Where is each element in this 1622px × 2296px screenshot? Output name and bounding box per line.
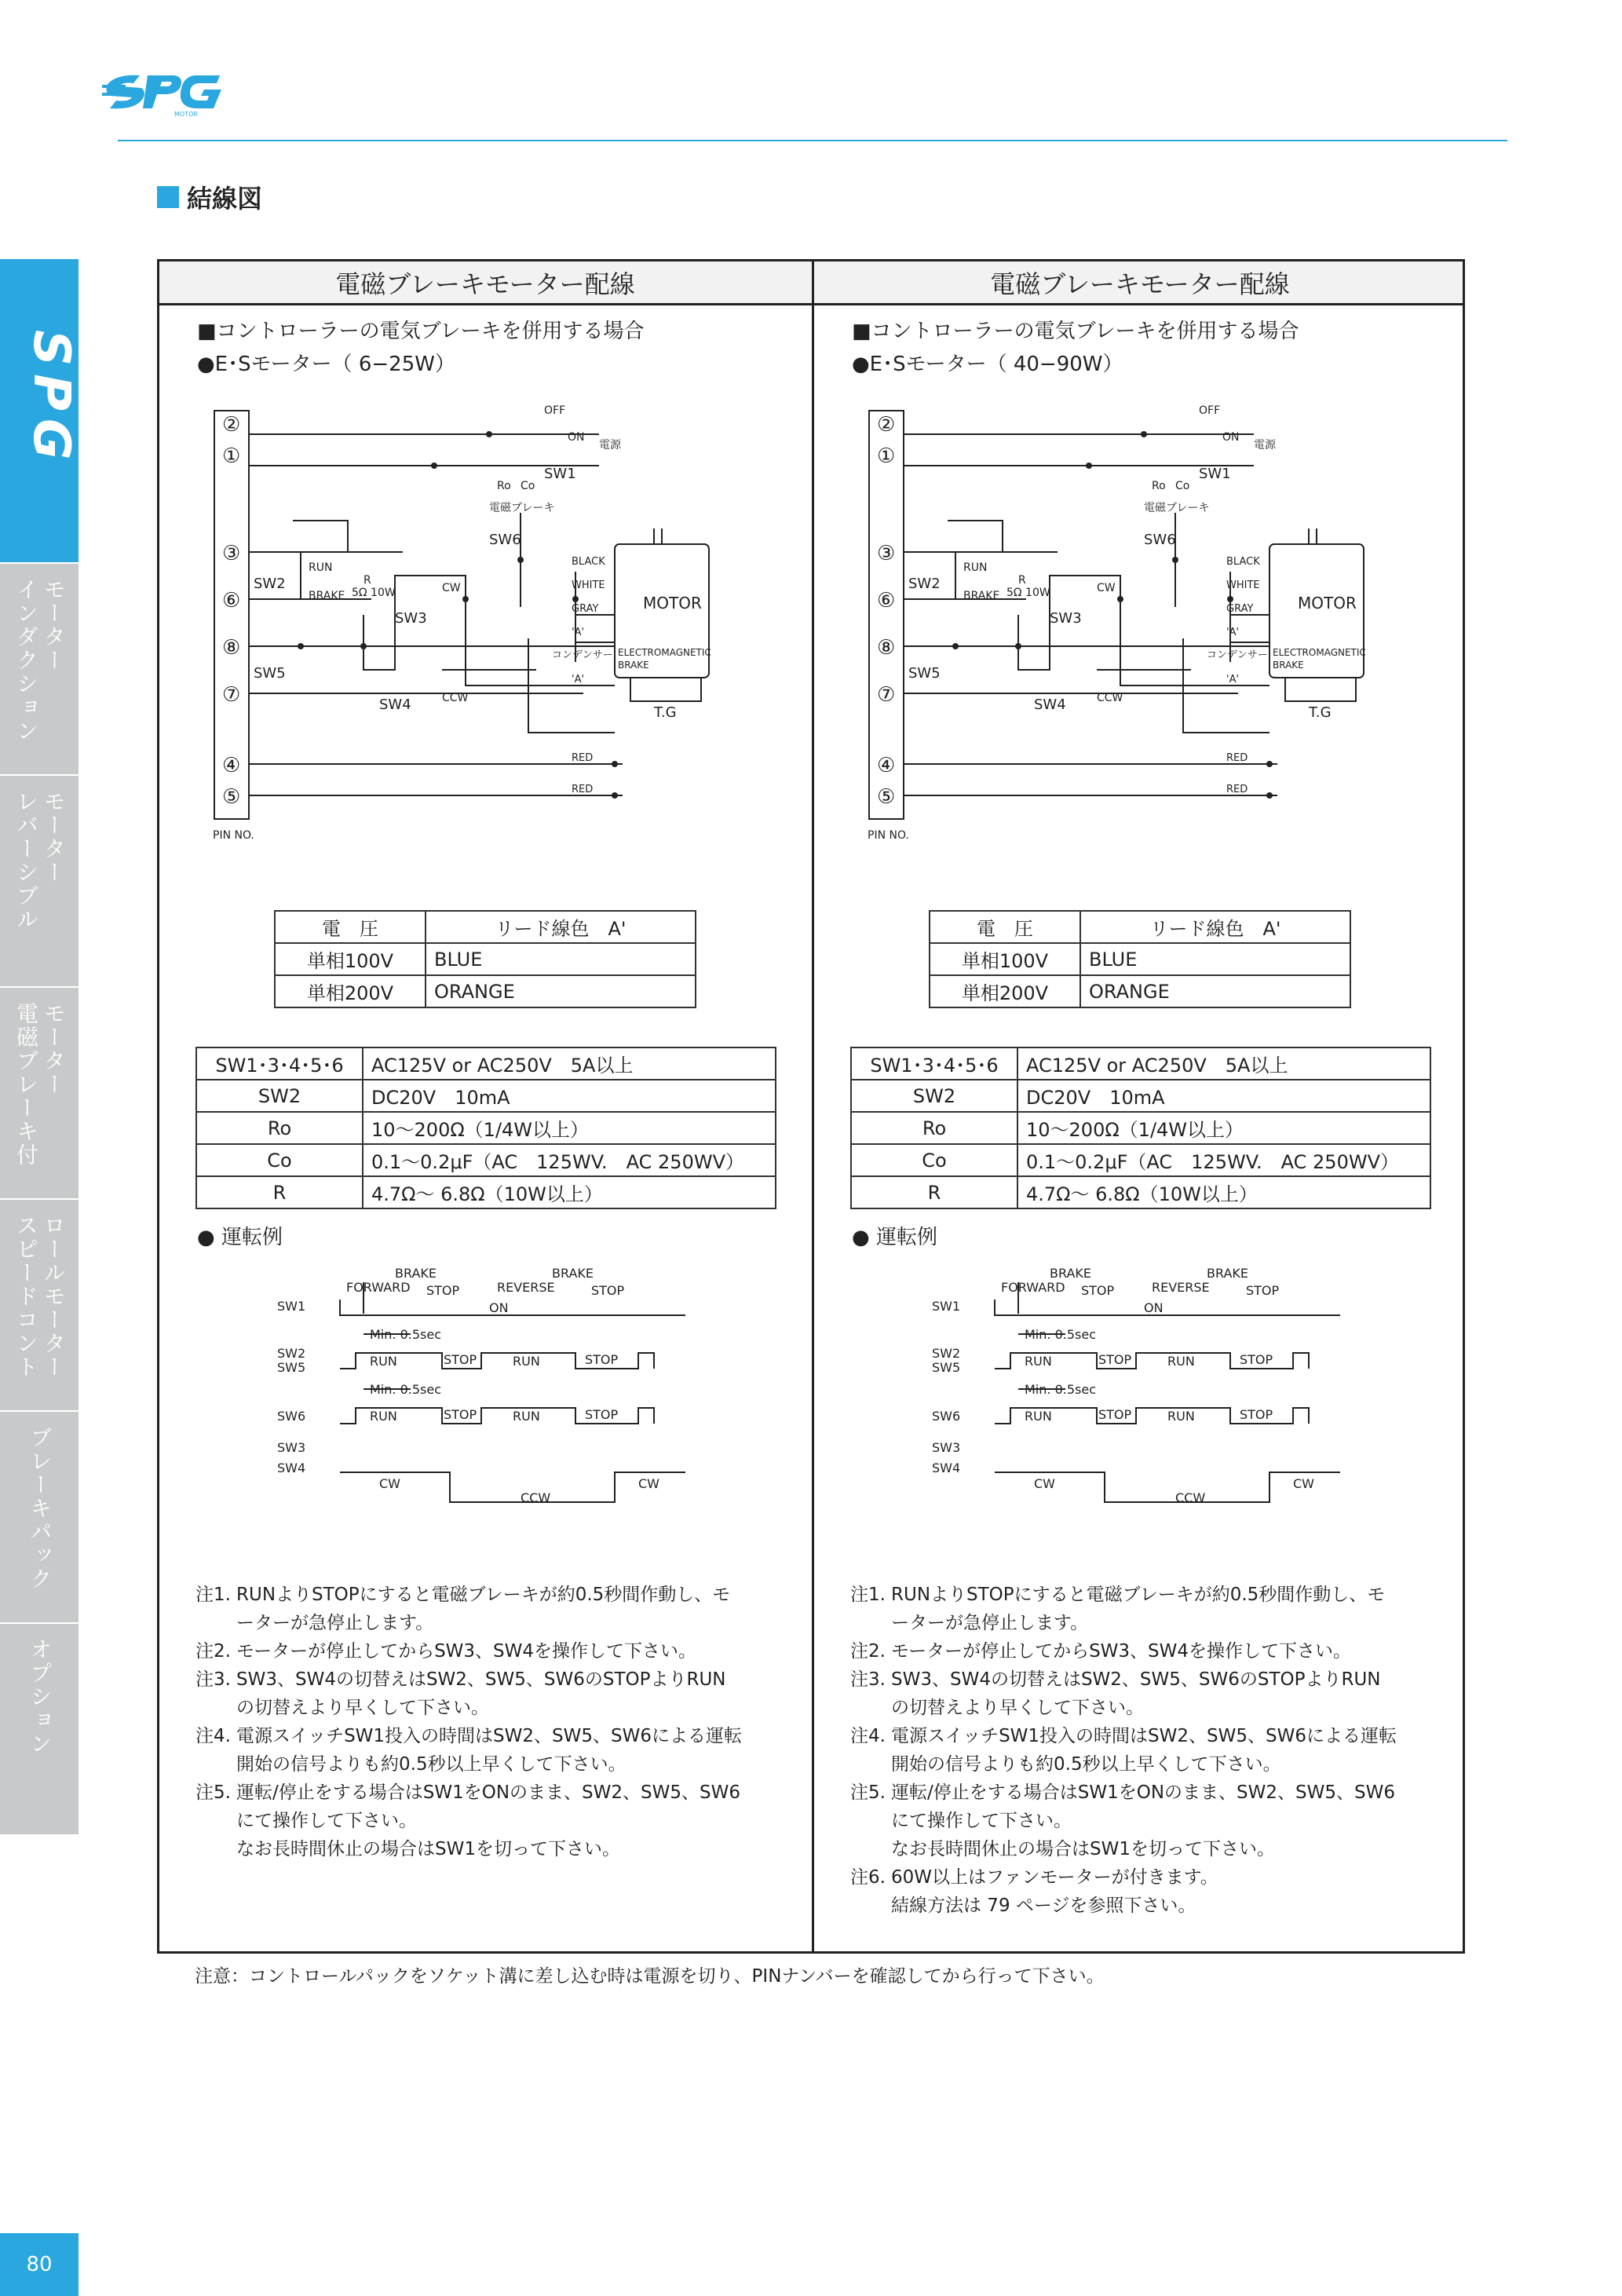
timing-sw6-label: SW6 [277, 1409, 306, 1424]
sidebar-tab[interactable] [0, 564, 79, 776]
ccw-label: CCW [442, 692, 469, 704]
panel-left [159, 261, 811, 1951]
pin-label: ③ [222, 542, 241, 565]
timing-sw3-label: SW3 [277, 1440, 306, 1455]
spec-value: 10～200Ω（1/4W以上） [1017, 1112, 1430, 1144]
spec-key: Co [851, 1144, 1017, 1176]
timing-stop-label: STOP [1081, 1283, 1115, 1298]
r-value-label: 5Ω 10W [352, 587, 396, 599]
note-line: ーターが急停止します。 [891, 1613, 1089, 1633]
a-lead-label: 'A' [572, 627, 585, 638]
pin-label: ⑦ [222, 683, 241, 707]
white-lead-label: WHITE [572, 579, 605, 591]
timing-on-label: ON [1144, 1300, 1164, 1315]
condenser-label: コンデンサー [1207, 649, 1268, 661]
gray-lead-label: GRAY [572, 603, 599, 615]
lead-color-cell: BLUE [426, 943, 696, 975]
pin-label: ④ [877, 754, 896, 777]
sidebar-tab-label: ロールモーター [40, 1214, 67, 1379]
sw2-label: SW2 [908, 576, 941, 592]
run-label: RUN [963, 561, 988, 574]
ccw-label: CCW [1097, 692, 1123, 704]
note-item [195, 1581, 792, 1637]
em-brake-label-2: BRAKE [618, 660, 649, 671]
timing-stop-label-2: STOP [591, 1283, 625, 1298]
run-label: RUN [309, 561, 333, 574]
sw6-label: SW6 [489, 532, 521, 548]
note-body [891, 1581, 1385, 1637]
note-line: にて操作して下さい。 [236, 1811, 417, 1831]
note-label: 注3. [195, 1669, 231, 1690]
spec-value: 0.1～0.2μF（AC 125WV. AC 250WV） [1017, 1144, 1430, 1176]
spec-value: AC125V or AC250V 5A以上 [1017, 1047, 1430, 1080]
pin-label: ③ [877, 542, 896, 565]
off-label: OFF [1199, 404, 1221, 417]
r-value-label: 5Ω 10W [1006, 587, 1050, 599]
note-item [195, 1637, 792, 1665]
lead-color-cell: ORANGE [426, 975, 696, 1007]
panel-subtitle: ■コントローラーの電気ブレーキを併用する場合 [197, 320, 645, 343]
pin-label: ① [222, 444, 241, 468]
timing-stop-label-3: STOP [444, 1352, 477, 1367]
sidebar-tab-label: モーター [40, 790, 67, 884]
timing-sw1-label: SW1 [932, 1299, 961, 1314]
brake-jp-label: 電磁ブレーキ [489, 502, 555, 514]
note-line: 開始の信号よりも約0.5秒以上早くして下さい。 [891, 1754, 1281, 1775]
lead-color-header: リード線色 A' [426, 911, 696, 943]
panel-motor-range: ●E･Sモーター（ 6−25W） [197, 353, 455, 376]
timing-stop-label-5: STOP [444, 1407, 477, 1422]
sidebar-tab-label: モーター [40, 1002, 67, 1096]
note-label: 注4. [850, 1726, 886, 1746]
timing-run-label: RUN [370, 1354, 397, 1369]
sidebar-tab-spg[interactable] [0, 259, 79, 564]
timing-cw-label: CW [379, 1476, 400, 1491]
header-rule [118, 140, 1507, 141]
panel-motor-range: ●E･Sモーター（ 40−90W） [852, 353, 1123, 376]
note-label: 注6. [850, 1867, 886, 1888]
off-label: OFF [544, 404, 566, 417]
power-label: 電源 [1254, 439, 1276, 452]
r-label: R [1018, 574, 1026, 587]
note-item [850, 1665, 1447, 1722]
panel-title: 電磁ブレーキモーター配線 [990, 269, 1290, 299]
note-line: SW3、SW4の切替えはSW2、SW5、SW6のSTOPよりRUN [891, 1669, 1381, 1690]
cw-label: CW [442, 582, 461, 594]
sw5-label: SW5 [254, 665, 286, 682]
note-label: 注5. [850, 1782, 886, 1803]
timing-min-label-2: Min. 0.5sec [370, 1382, 441, 1397]
motor-label: MOTOR [643, 594, 702, 612]
timing-sw5-label: SW5 [277, 1360, 306, 1375]
timing-cw-label-2: CW [638, 1476, 659, 1491]
sw2-label: SW2 [254, 576, 286, 592]
note-line: RUNよりSTOPにすると電磁ブレーキが約0.5秒間作動し、モ [236, 1585, 731, 1605]
note-line: 60W以上はファンモーターが付きます。 [891, 1867, 1218, 1888]
timing-forward-label: FORWARD [346, 1280, 411, 1295]
timing-min-label: Min. 0.5sec [1025, 1327, 1096, 1342]
sidebar-tab[interactable] [0, 776, 79, 988]
condenser-label: コンデンサー [552, 649, 613, 661]
pin-no-label: PIN NO. [213, 829, 254, 842]
note-label: 注5. [195, 1782, 231, 1803]
sw3-label: SW3 [1050, 610, 1082, 627]
sidebar-tab[interactable] [0, 1412, 79, 1624]
pin-label: ⑥ [222, 589, 241, 612]
note-line: の切替えより早くして下さい。 [236, 1698, 489, 1718]
sw6-label: SW6 [1144, 532, 1176, 548]
spec-key: SW1･3･4･5･6 [196, 1047, 363, 1080]
note-item [850, 1863, 1447, 1920]
section-title [157, 179, 262, 215]
wiring-diagram [861, 403, 1442, 858]
spec-key: R [196, 1176, 363, 1208]
timing-run-label-2: RUN [1167, 1354, 1195, 1369]
note-body [891, 1779, 1395, 1863]
panel-right [814, 261, 1466, 1951]
red-lead-label: RED [572, 752, 594, 764]
red-lead-label-2: RED [572, 784, 594, 795]
spec-table [195, 1047, 776, 1209]
gray-lead-label: GRAY [1226, 603, 1254, 615]
brake-label: BRAKE [309, 590, 345, 602]
power-label: 電源 [599, 439, 621, 452]
note-item [850, 1722, 1447, 1779]
wiring-diagram [206, 403, 787, 858]
em-brake-label-2: BRAKE [1273, 660, 1304, 671]
white-lead-label: WHITE [1226, 579, 1260, 591]
pin-label: ⑧ [222, 636, 241, 660]
wiring-frame [157, 259, 1465, 1954]
spec-value: DC20V 10mA [363, 1080, 776, 1112]
timing-stop-label-2: STOP [1246, 1283, 1280, 1298]
timing-run-label-2: RUN [513, 1354, 540, 1369]
note-line: にて操作して下さい。 [891, 1811, 1072, 1831]
note-label: 注2. [195, 1641, 231, 1662]
sw3-label: SW3 [395, 610, 427, 627]
pin-label: ⑧ [877, 636, 896, 660]
em-brake-label: ELECTROMAGNETIC [618, 647, 711, 658]
timing-stop-label-4: STOP [1240, 1352, 1273, 1367]
sidebar-tab[interactable] [0, 1200, 79, 1412]
timing-ccw-label: CCW [521, 1490, 551, 1505]
spg-vertical-logo [11, 330, 80, 518]
timing-brake-label-2: BRAKE [552, 1266, 594, 1281]
voltage-cell: 単相100V [930, 943, 1080, 975]
voltage-cell: 単相100V [275, 943, 426, 975]
note-body [891, 1665, 1381, 1722]
note-line: なお長時間休止の場合はSW1を切って下さい。 [891, 1839, 1275, 1859]
panel-subtitle: ■コントローラーの電気ブレーキを併用する場合 [852, 320, 1299, 343]
section-marker-icon [157, 186, 179, 208]
note-line: SW3、SW4の切替えはSW2、SW5、SW6のSTOPよりRUN [236, 1669, 726, 1690]
lead-color-cell: BLUE [1080, 943, 1350, 975]
tg-label: T.G [1309, 704, 1332, 721]
note-body [236, 1581, 730, 1637]
note-body [891, 1863, 1218, 1920]
timing-sw5-label: SW5 [932, 1360, 961, 1375]
timing-sw1-label: SW1 [277, 1299, 306, 1314]
note-line: なお長時間休止の場合はSW1を切って下さい。 [236, 1839, 620, 1859]
timing-sw4-label: SW4 [277, 1461, 306, 1475]
timing-chart [277, 1267, 717, 1526]
panel-title: 電磁ブレーキモーター配線 [335, 269, 635, 299]
sidebar-tab[interactable] [0, 988, 79, 1200]
on-label: ON [1222, 431, 1240, 444]
spec-value: AC125V or AC250V 5A以上 [363, 1047, 776, 1080]
spec-value: 4.7Ω～ 6.8Ω（10W以上） [1017, 1176, 1430, 1208]
r-label: R [363, 574, 371, 587]
timing-sw6-label: SW6 [932, 1409, 961, 1424]
note-line: 電源スイッチSW1投入の時間はSW2、SW5、SW6による運転 [236, 1726, 742, 1746]
timing-forward-label: FORWARD [1001, 1280, 1065, 1295]
operation-example-label: ● 運転例 [197, 1226, 283, 1249]
timing-stop-label-6: STOP [1240, 1407, 1273, 1422]
motor-label: MOTOR [1298, 594, 1357, 612]
black-lead-label: BLACK [572, 556, 605, 568]
note-line: RUNよりSTOPにすると電磁ブレーキが約0.5秒間作動し、モ [891, 1585, 1386, 1605]
section-title-text: 結線図 [187, 184, 263, 214]
red-lead-label: RED [1226, 752, 1248, 764]
spec-value: DC20V 10mA [1017, 1080, 1430, 1112]
note-body [236, 1637, 696, 1665]
spec-key: Ro [196, 1112, 363, 1144]
timing-brake-label: BRAKE [395, 1266, 437, 1281]
timing-min-label: Min. 0.5sec [370, 1327, 441, 1342]
bottom-note: 注意：コントロールパックをソケット溝に差し込む時は電源を切り、PINナンバーを確認してから行って下さい。 [195, 1966, 1105, 1987]
note-label: 注4. [195, 1726, 231, 1746]
a-lead-label-2: 'A' [1226, 674, 1240, 686]
timing-stop-label-6: STOP [585, 1407, 619, 1422]
note-body [891, 1722, 1397, 1779]
timing-reverse-label: REVERSE [1152, 1280, 1210, 1295]
spec-table [850, 1047, 1431, 1209]
note-label: 注1. [850, 1585, 886, 1605]
voltage-header: 電 圧 [930, 911, 1080, 943]
sidebar [0, 0, 79, 2296]
pin-no-label: PIN NO. [868, 829, 909, 842]
timing-sw3-label: SW3 [932, 1440, 961, 1455]
ro-label: Ro [497, 480, 511, 492]
lead-color-cell: ORANGE [1080, 975, 1350, 1007]
sidebar-tab[interactable] [0, 1624, 79, 1836]
cw-label: CW [1097, 582, 1116, 594]
sidebar-tab-label: オプション [27, 1638, 53, 1756]
spec-key: Co [196, 1144, 363, 1176]
sidebar-tab-label: ブレーキパック [27, 1426, 53, 1591]
em-brake-label: ELECTROMAGNETIC [1273, 647, 1366, 658]
timing-run-label-3: RUN [1025, 1409, 1052, 1424]
notes [195, 1581, 792, 1863]
timing-min-label-2: Min. 0.5sec [1025, 1382, 1096, 1397]
black-lead-label: BLACK [1226, 556, 1260, 568]
pin-label: ⑦ [877, 683, 896, 707]
timing-ccw-label: CCW [1175, 1490, 1206, 1505]
note-label: 注1. [195, 1585, 231, 1605]
note-label: 注3. [850, 1669, 886, 1690]
spec-key: R [851, 1176, 1017, 1208]
sw5-label: SW5 [908, 665, 941, 682]
sidebar-tab-label: モーター [40, 578, 67, 672]
note-item [195, 1665, 792, 1722]
pin-label: ① [877, 444, 896, 468]
note-item [850, 1637, 1447, 1665]
timing-run-label-4: RUN [513, 1409, 540, 1424]
note-line: 運転/停止をする場合はSW1をONのまま、SW2、SW5、SW6 [891, 1782, 1395, 1803]
timing-sw4-label: SW4 [932, 1461, 961, 1475]
co-label: Co [521, 480, 535, 492]
spec-key: SW1･3･4･5･6 [851, 1047, 1017, 1080]
lead-color-header: リード線色 A' [1080, 911, 1350, 943]
red-lead-label-2: RED [1226, 784, 1248, 795]
spec-key: SW2 [196, 1080, 363, 1112]
on-label: ON [568, 431, 585, 444]
spec-value: 10～200Ω（1/4W以上） [363, 1112, 776, 1144]
note-line: モーターが停止してからSW3、SW4を操作して下さい。 [891, 1641, 1352, 1662]
timing-cw-label-2: CW [1293, 1476, 1314, 1491]
timing-cw-label: CW [1034, 1476, 1055, 1491]
voltage-header: 電 圧 [275, 911, 426, 943]
sw4-label: SW4 [1034, 696, 1066, 713]
spec-key: SW2 [851, 1080, 1017, 1112]
notes [850, 1581, 1447, 1920]
note-item [195, 1722, 792, 1779]
sw1-label: SW1 [544, 466, 576, 482]
sw1-label: SW1 [1199, 466, 1231, 482]
note-line: 結線方法は 79 ページを参照下さい。 [891, 1896, 1196, 1916]
sidebar-tab-label: レバーシブル [13, 790, 39, 931]
note-line: 開始の信号よりも約0.5秒以上早くして下さい。 [236, 1754, 627, 1775]
note-item [850, 1779, 1447, 1863]
note-line: の切替えより早くして下さい。 [891, 1698, 1144, 1718]
timing-brake-label: BRAKE [1050, 1266, 1091, 1281]
operation-example-label: ● 運転例 [852, 1226, 937, 1249]
timing-stop-label-5: STOP [1098, 1407, 1132, 1422]
timing-on-label: ON [489, 1300, 509, 1315]
timing-reverse-label: REVERSE [497, 1280, 555, 1295]
spec-value: 4.7Ω～ 6.8Ω（10W以上） [363, 1176, 776, 1208]
pin-label: ⑤ [877, 785, 896, 809]
pin-label: ② [877, 413, 896, 437]
timing-stop-label: STOP [426, 1283, 460, 1298]
note-body [891, 1637, 1351, 1665]
timing-run-label-4: RUN [1167, 1409, 1195, 1424]
sidebar-tab-label: インダクション [13, 578, 39, 743]
spec-key: Ro [851, 1112, 1017, 1144]
brake-label: BRAKE [963, 590, 1000, 602]
pin-label: ② [222, 413, 241, 437]
pin-label: ⑤ [222, 785, 241, 809]
timing-chart [932, 1267, 1372, 1526]
a-lead-label-2: 'A' [572, 674, 585, 686]
timing-sw2-label: SW2 [932, 1346, 961, 1361]
note-item [195, 1779, 792, 1863]
logo-sub: MOTOR [174, 111, 198, 118]
note-line: ーターが急停止します。 [236, 1613, 434, 1633]
note-body [236, 1665, 726, 1722]
voltage-cell: 単相200V [275, 975, 426, 1007]
note-item [850, 1581, 1447, 1637]
timing-stop-label-3: STOP [1098, 1352, 1132, 1367]
note-line: モーターが停止してからSW3、SW4を操作して下さい。 [236, 1641, 697, 1662]
timing-stop-label-4: STOP [585, 1352, 619, 1367]
co-label: Co [1175, 480, 1190, 492]
timing-run-label: RUN [1025, 1354, 1052, 1369]
note-line: 電源スイッチSW1投入の時間はSW2、SW5、SW6による運転 [891, 1726, 1397, 1746]
spg-logo [102, 69, 228, 118]
timing-sw2-label: SW2 [277, 1346, 306, 1361]
note-body [236, 1722, 742, 1779]
pin-label: ④ [222, 754, 241, 777]
sw4-label: SW4 [379, 696, 411, 713]
note-body [236, 1779, 740, 1863]
timing-brake-label-2: BRAKE [1207, 1266, 1248, 1281]
a-lead-label: 'A' [1226, 627, 1240, 638]
spec-value: 0.1～0.2μF（AC 125WV. AC 250WV） [363, 1144, 776, 1176]
sidebar-tab-label: スピードコント [13, 1214, 39, 1379]
note-label: 注2. [850, 1641, 886, 1662]
ro-label: Ro [1152, 480, 1166, 492]
tg-label: T.G [654, 704, 677, 721]
page-number: 80 [0, 2233, 79, 2296]
voltage-cell: 単相200V [930, 975, 1080, 1007]
pin-label: ⑥ [877, 589, 896, 612]
svg-text:SPG: SPG [22, 330, 80, 468]
voltage-table [274, 910, 696, 1008]
sidebar-tab-label: 電磁ブレーキ付 [13, 1002, 39, 1167]
brake-jp-label: 電磁ブレーキ [1144, 502, 1210, 514]
note-line: 運転/停止をする場合はSW1をONのまま、SW2、SW5、SW6 [236, 1782, 740, 1803]
voltage-table [929, 910, 1351, 1008]
timing-run-label-3: RUN [370, 1409, 397, 1424]
